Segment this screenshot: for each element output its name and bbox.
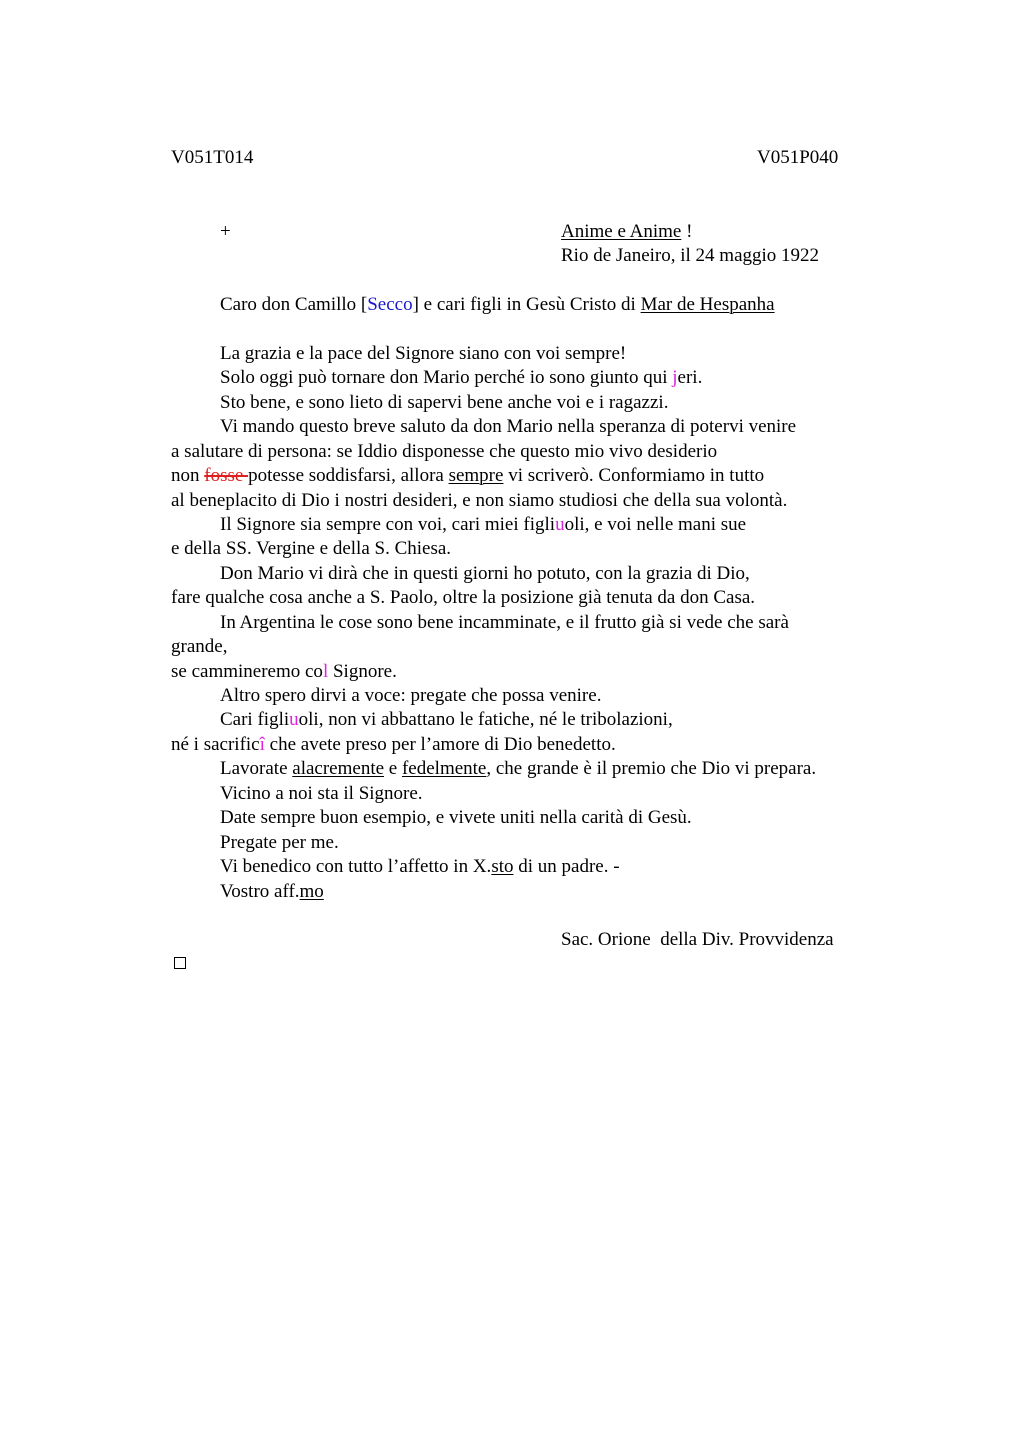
text-run: Vostro aff. (220, 881, 300, 902)
text-run: se cammineremo co (171, 661, 323, 682)
cross-symbol: + (220, 221, 231, 242)
end-marker-box-icon (174, 957, 186, 969)
motto-text: Anime e Anime (561, 221, 682, 242)
text-run: di un padre. - (513, 856, 620, 877)
body-line: La grazia e la pace del Signore siano con voi sempre! (220, 343, 627, 364)
salutation (220, 293, 775, 317)
editorial-letter: î (259, 734, 265, 755)
salutation-part: ] e cari figli in Gesù Cristo di (412, 294, 641, 315)
body-line: a salutare di persona: se Iddio disponesse che questo mio vivo desiderio (171, 441, 718, 462)
editorial-letter: j (672, 367, 678, 388)
editorial-letter: u (289, 709, 299, 730)
body-line: al beneplacito di Dio i nostri desideri, e non siamo studiosi che della sua volontà. (171, 490, 788, 511)
text-run: oli, non vi abbattano le fatiche, né le tribolazioni, (298, 709, 673, 730)
text-run: eri. (677, 367, 703, 388)
text-run: vi scriverò. Conformiamo in tutto (503, 465, 765, 486)
underlined-word: sempre (448, 465, 504, 486)
body-line: Vi mando questo breve saluto da don Mario nella speranza di potervi venire (220, 416, 797, 437)
body-line: Vicino a noi sta il Signore. (220, 783, 423, 804)
editorial-letter: u (555, 514, 565, 535)
motto (561, 220, 692, 244)
motto-suffix: ! (681, 221, 693, 242)
text-run: né i sacrific (171, 734, 260, 755)
body-line (220, 880, 324, 904)
body-line: e della SS. Vergine e della S. Chiesa. (171, 538, 452, 559)
body-line (220, 366, 702, 390)
body-line: fare qualche cosa anche a S. Paolo, oltre la posizione già tenuta da don Casa. (171, 587, 756, 608)
body-line (171, 733, 616, 757)
text-run: Vi benedico con tutto l’affetto in X. (220, 856, 492, 877)
body-line: Don Mario vi dirà che in questi giorni ho potuto, con la grazia di Dio, (220, 563, 750, 584)
body-line: Pregate per me. (220, 832, 339, 853)
body-line (220, 757, 816, 781)
salutation-part: Caro don Camillo [ (220, 294, 368, 315)
signature: Sac. Orione della Div. Provvidenza (561, 929, 834, 950)
body-line: In Argentina le cose sono bene incamminate, e il frutto già si vede che sarà (220, 612, 789, 633)
body-line (171, 660, 397, 684)
underlined-abbreviation: mo (299, 881, 324, 902)
text-run: Solo oggi può tornare don Mario perché io sono giunto qui (220, 367, 673, 388)
text-run: e (384, 758, 402, 779)
document-code-right: V051P040 (757, 147, 839, 168)
body-line (171, 464, 764, 488)
underlined-word: fedelmente (401, 758, 487, 779)
text-run: , che grande è il premio che Dio vi prepara. (486, 758, 817, 779)
place-date: Rio de Janeiro, il 24 maggio 1922 (561, 245, 820, 266)
text-run: che avete preso per l’amore di Dio benedetto. (264, 734, 616, 755)
body-line (220, 513, 746, 537)
body-line: Altro spero dirvi a voce: pregate che possa venire. (220, 685, 602, 706)
body-line (220, 855, 620, 879)
text-run: oli, e voi nelle mani sue (564, 514, 747, 535)
body-line: Sto bene, e sono lieto di sapervi bene anche voi e i ragazzi. (220, 392, 669, 413)
underlined-abbreviation: sto (491, 856, 514, 877)
body-line: Date sempre buon esempio, e vivete uniti nella carità di Gesù. (220, 807, 692, 828)
text-run: Lavorate (220, 758, 293, 779)
deleted-word: fosse (204, 465, 249, 486)
underlined-word: alacremente (292, 758, 385, 779)
place-name: Mar de Hespanha (640, 294, 775, 315)
text-run: Il Signore sia sempre con voi, cari miei figli (220, 514, 556, 535)
body-line: grande, (171, 636, 228, 657)
body-line (220, 708, 673, 732)
text-run: Cari figli (220, 709, 290, 730)
text-run: Signore. (328, 661, 397, 682)
editorial-letter: l (322, 661, 329, 682)
text-run: potesse soddisfarsi, allora (248, 465, 449, 486)
editorial-insertion-secco: Secco (367, 294, 413, 315)
document-code-left: V051T014 (171, 147, 254, 168)
text-run: non (171, 465, 205, 486)
